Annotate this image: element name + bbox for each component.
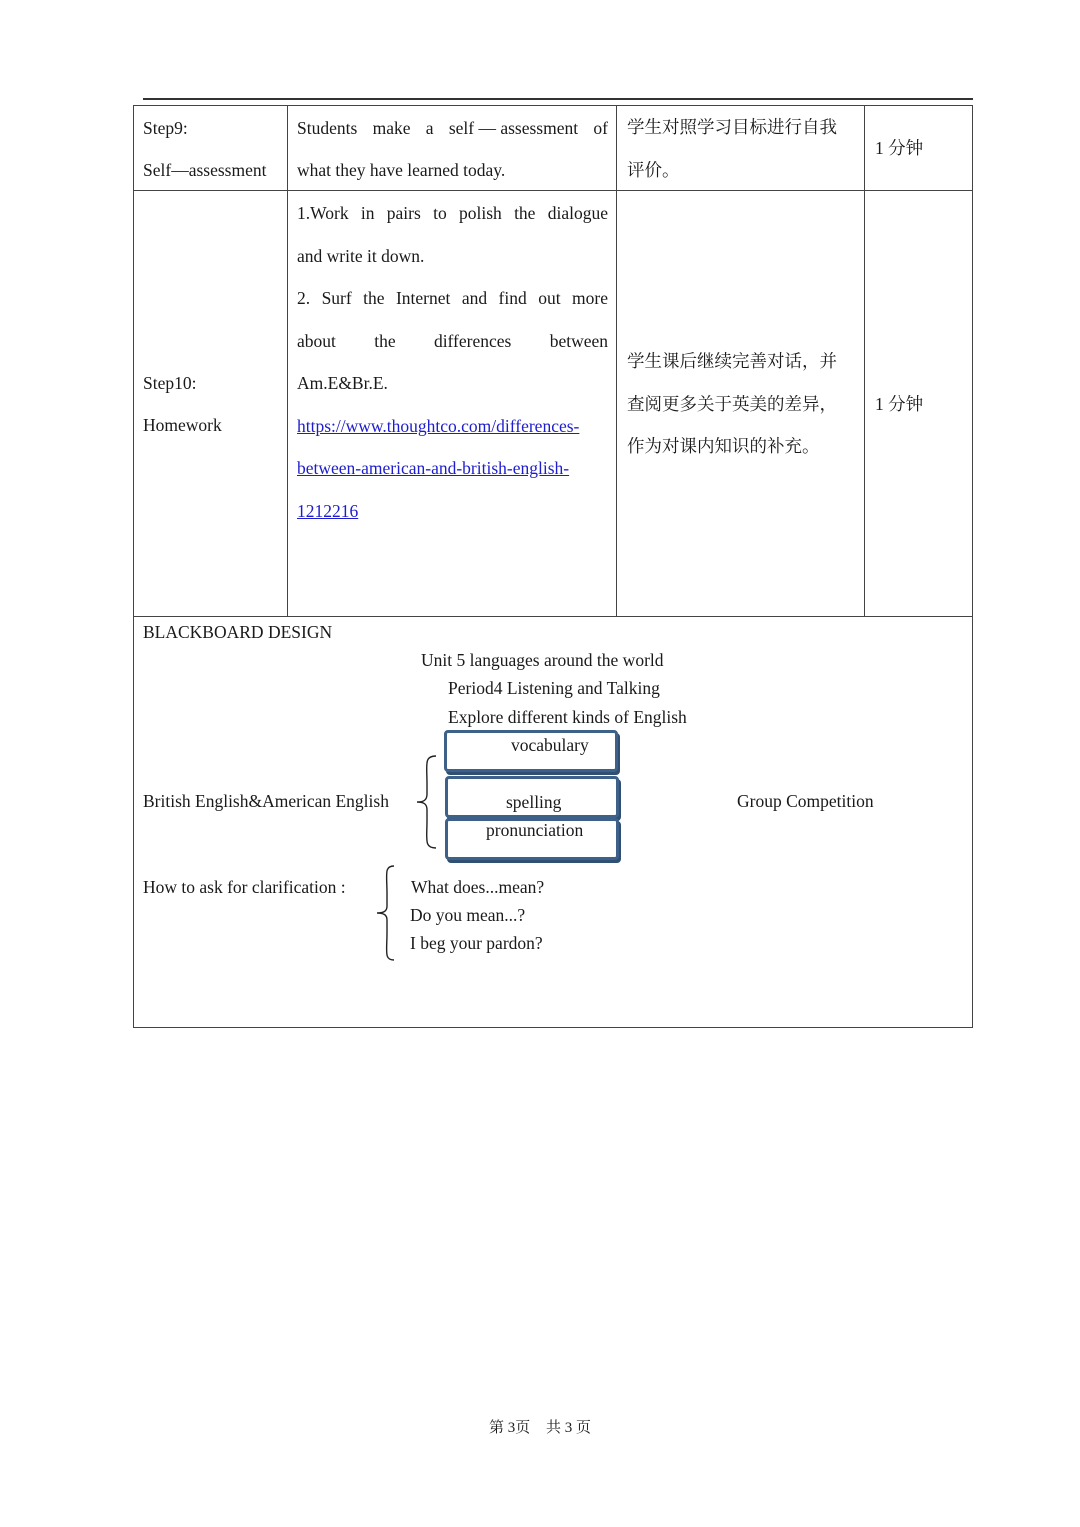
purpose-line: 查阅更多关于英美的差异， <box>627 394 837 414</box>
word: pairs <box>386 203 421 223</box>
clarification-label: How to ask for clarification : <box>143 877 346 897</box>
word: of <box>593 118 608 138</box>
activity-line: and write it down. <box>297 246 425 266</box>
word: make <box>372 118 411 138</box>
box-label: spelling <box>506 792 562 812</box>
section-heading: BLACKBOARD DESIGN <box>143 622 333 642</box>
word: a <box>425 118 434 138</box>
time-cell: 1 分钟 <box>875 394 924 414</box>
clarification-phrase: What does...mean? <box>411 877 545 897</box>
word: the <box>363 288 385 308</box>
activity-line: what they have learned today. <box>297 160 506 180</box>
link-line[interactable]: https://www.thoughtco.com/differences- <box>297 416 580 436</box>
page-total: 共 3 页 <box>546 1420 592 1436</box>
board-subtitle: Period4 Listening and Talking <box>448 678 660 698</box>
header-rule <box>143 98 973 100</box>
word: in <box>360 203 375 223</box>
word: Students <box>297 118 358 138</box>
left-brace-icon <box>374 864 396 962</box>
word: 2. <box>297 288 311 308</box>
activity-line <box>297 202 608 224</box>
box-label: vocabulary <box>511 735 589 755</box>
word: Internet <box>395 288 451 308</box>
step-name: Self—assessment <box>143 160 267 180</box>
word: differences <box>433 331 512 351</box>
word: to <box>433 203 447 223</box>
clarification-phrase: I beg your pardon? <box>410 933 543 953</box>
purpose-line: 学生课后继续完善对话，并 <box>627 351 837 371</box>
link-line[interactable]: between-american-and-british-english- <box>297 458 570 478</box>
board-subtitle: Explore different kinds of English <box>448 707 687 727</box>
word: about <box>297 331 336 351</box>
activity-line <box>297 117 608 139</box>
page-number: 第 3页 <box>488 1420 531 1436</box>
purpose-line: 学生对照学习目标进行自我 <box>627 117 837 137</box>
comparison-label: British English&American English <box>143 791 389 811</box>
activity-line <box>297 287 608 309</box>
word: out <box>538 288 561 308</box>
word: 1.Work <box>297 203 349 223</box>
clarification-phrase: Do you mean...? <box>410 905 526 925</box>
step-label: Step9: <box>143 118 188 138</box>
step-name: Homework <box>143 415 222 435</box>
word: self — assessment <box>448 118 579 138</box>
activity-label: Group Competition <box>737 791 874 811</box>
purpose-line: 作为对课内知识的补充。 <box>627 436 820 456</box>
link-line[interactable]: 1212216 <box>297 501 359 521</box>
board-title: Unit 5 languages around the world <box>421 650 664 670</box>
word: the <box>374 331 396 351</box>
word: and <box>461 288 488 308</box>
box-label: pronunciation <box>486 820 584 840</box>
purpose-line: 评价。 <box>627 160 680 180</box>
word: dialogue <box>547 203 608 223</box>
activity-line: Am.E&Br.E. <box>297 373 388 393</box>
word: more <box>572 288 608 308</box>
word: polish <box>458 203 502 223</box>
word: find <box>498 288 527 308</box>
left-brace-icon <box>414 754 438 850</box>
time-cell: 1 分钟 <box>875 138 924 158</box>
word: the <box>514 203 536 223</box>
page-footer <box>0 1416 1080 1437</box>
activity-line <box>297 330 608 352</box>
word: between <box>549 331 608 351</box>
word: Surf <box>321 288 352 308</box>
step-label: Step10: <box>143 373 197 393</box>
